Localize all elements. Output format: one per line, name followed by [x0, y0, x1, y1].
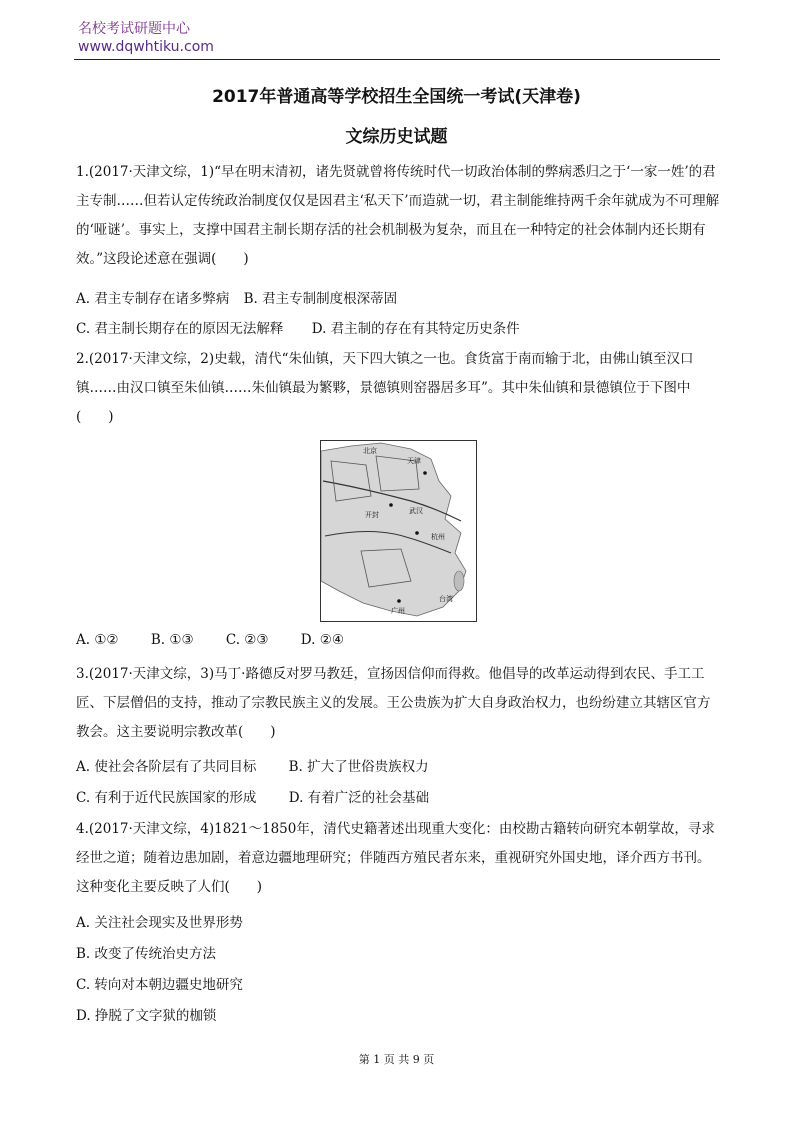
site-name: 名校考试研题中心 — [78, 21, 190, 37]
question-4-stem: 4.(2017·天津文综，4)1821～1850年，清代史籍著述出现重大变化：由校勘古籍转向研究本朝掌故，寻求经世之道；随着边患加剧，着意边疆地理研究；伴随西方殖民者东来，重视研究外国史地，译介西方书刊。这种变化主要反映了人们( ) — [76, 821, 715, 895]
page-title: 2017年普通高等学校招生全国统一考试(天津卷) — [212, 87, 581, 107]
question-3-stem: 3.(2017·天津文综，3)马丁·路德反对罗马教廷，宣扬因信仰而得救。他倡导的改革运动得到农民、手工工匠、下层僧侣的支持，推动了宗教民族主义的发展。王公贵族为扩大自身政治权力，也纷纷建立其辖区官方教会。这主要说明宗教改革( ) — [76, 666, 711, 740]
option-c[interactable]: C. ②③ — [225, 632, 269, 648]
map-label-kaifeng: 开封 — [365, 511, 379, 519]
map-label-hangzhou: 杭州 — [431, 533, 445, 541]
map-label-wuhan: 武汉 — [409, 507, 423, 515]
option-a[interactable]: A. 君主专制存在诸多弊病 — [76, 291, 230, 307]
option-b[interactable]: B. ①③ — [150, 632, 194, 648]
map-label-taiwan: 台湾 — [439, 595, 453, 603]
option-b[interactable]: B. 扩大了世俗贵族权力 — [288, 759, 429, 775]
option-c[interactable]: C. 君主制长期存在的原因无法解释 — [76, 321, 284, 337]
header — [78, 20, 214, 56]
header-divider — [74, 59, 720, 60]
question-1-options-row-2 — [76, 319, 520, 339]
map-label-tianjin: 天津 — [407, 457, 421, 465]
question-2-stem: 2.(2017·天津文综，2)史载，清代“朱仙镇，天下四大镇之一也。食货富于南而输于北，由佛山镇至汉口镇……由汉口镇至朱仙镇……朱仙镇最为繁夥，景德镇则窑器居多耳”。其中朱仙镇和景德镇位于下图中( ) — [76, 351, 694, 425]
china-map — [320, 440, 477, 622]
question-4-option-b[interactable]: B. 改变了传统治史方法 — [76, 946, 217, 962]
map-label-guangzhou: 广州 — [391, 607, 405, 615]
question-3-options-row-1 — [76, 757, 429, 777]
map-graphic — [321, 441, 476, 621]
question-1-stem: 1.(2017·天津文综，1)“早在明末清初，诸先贤就曾将传统时代一切政治体制的弊病悉归之于‘一家一姓’的君主专制……但若认定传统政治制度仅仅是因君主‘私天下’而造就一切，君主制能维持两千余年就成为不可理解的‘哑谜’。事实上，支撑中国君主制长期存活的社会机制极为复杂，而且在一种特定的社会体制内还长期有效。”这段论述意在强调( ) — [76, 164, 720, 267]
question-4-option-c[interactable]: C. 转向对本朝边疆史地研究 — [76, 977, 243, 993]
question-4-option-a[interactable]: A. 关注社会现实及世界形势 — [76, 915, 243, 931]
option-d[interactable]: D. ②④ — [300, 632, 344, 648]
option-a[interactable]: A. ①② — [76, 632, 119, 648]
page-subtitle: 文综历史试题 — [345, 127, 448, 147]
option-c[interactable]: C. 有利于近代民族国家的形成 — [76, 790, 257, 806]
option-d[interactable]: D. 君主制的存在有其特定历史条件 — [311, 321, 520, 337]
option-d[interactable]: D. 有着广泛的社会基础 — [288, 790, 430, 806]
map-label-beijing: 北京 — [363, 447, 377, 455]
question-2-options — [76, 630, 344, 650]
option-b[interactable]: B. 君主专制制度根深蒂固 — [243, 291, 398, 307]
question-1-options-row-1 — [76, 289, 397, 309]
option-a[interactable]: A. 使社会各阶层有了共同目标 — [76, 759, 257, 775]
question-3-options-row-2 — [76, 788, 429, 808]
site-url[interactable]: www.dqwhtiku.com — [78, 39, 214, 55]
page-number: 第 1 页 共 9 页 — [358, 1053, 435, 1066]
question-4-option-d[interactable]: D. 挣脱了文字狱的枷锁 — [76, 1008, 217, 1024]
